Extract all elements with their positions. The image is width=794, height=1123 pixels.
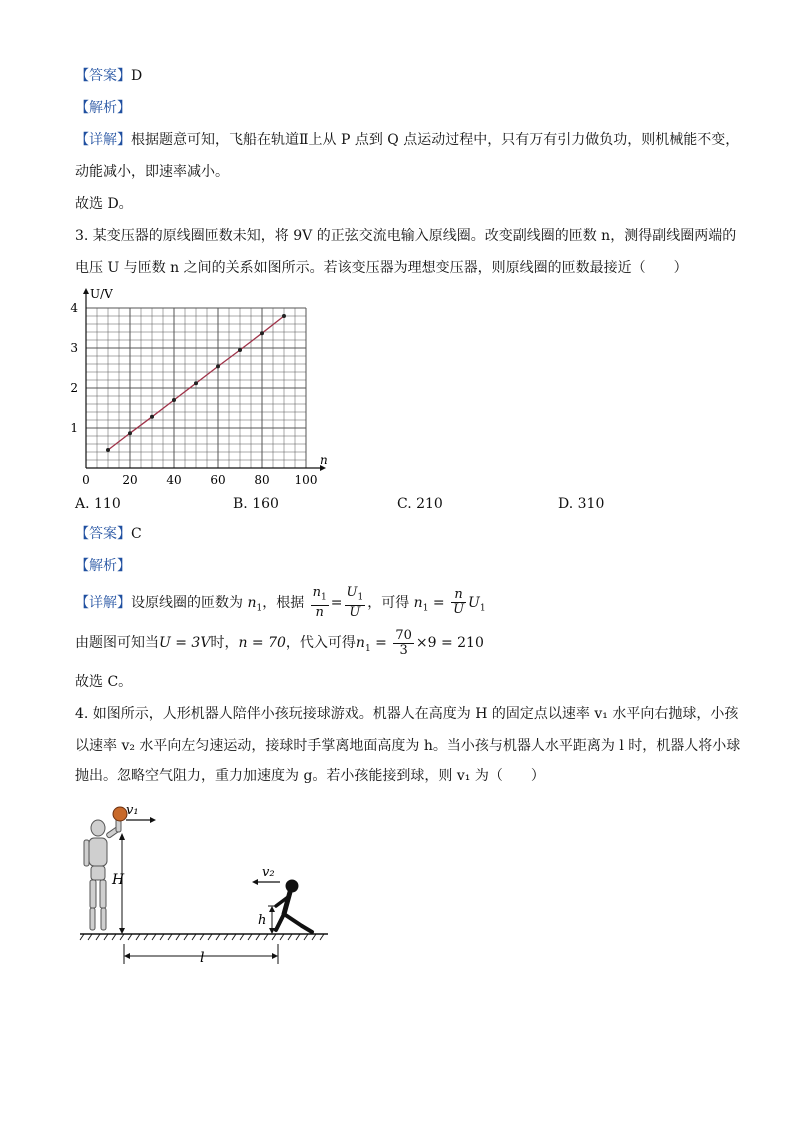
y-axis-label: U/V (90, 287, 113, 301)
q3-option-c[interactable]: C. 210 (397, 496, 443, 512)
y-tick-label: 2 (70, 381, 78, 395)
y-tick-label: 3 (70, 341, 78, 355)
x-tick-label: 20 (122, 473, 138, 484)
q3-stem-line1: 3. 某变压器的原线圈匝数未知，将 9V 的正弦交流电输入原线圈。改变副线圈的匝数 n，测得副线圈两端的 (75, 228, 737, 244)
x-tick-label: 0 (82, 473, 90, 484)
data-point (216, 364, 220, 368)
x-tick-label: 40 (166, 473, 182, 484)
q3-answer: C (131, 526, 142, 542)
ratio-fraction-right: $\frac{U_1}{U}$ (346, 585, 364, 620)
q4-stem-line2: 以速率 v₂ 水平向左匀速运动，接球时手掌离地面高度为 h。当小孩与机器人水平距离为 l 时，机器人将小球 (75, 738, 741, 754)
data-point (128, 431, 132, 435)
ratio-fraction-left: $\frac{n_1}{n}$ (312, 585, 327, 620)
v2-label: v₂ (262, 865, 275, 880)
q3-detail-line2: 由题图可知当U = 3V时，n = 70，代入可得$n_1$ = $\frac{70}{3}$ ×9 = 210 (75, 627, 484, 658)
data-point (194, 381, 198, 385)
q2-answer-line (75, 66, 142, 86)
H-label: H (112, 872, 125, 888)
result-fraction: $\frac{n}{U}$ (453, 587, 465, 618)
ground-hatching (80, 934, 324, 940)
u-n-chart (62, 284, 332, 484)
data-point (106, 448, 110, 452)
chart-ticks (70, 301, 317, 484)
data-point (282, 314, 286, 318)
q3-detail-line1: 【详解】设原线圈的匝数为 $n_1$，根据 $\frac{n_1}{n}$ = $\frac{U_1}{U}$ ，可得 $n_1$ = $\frac{n}{U}$ $U_1$ (75, 585, 486, 620)
v1-label: v₁ (126, 803, 139, 818)
q3-stem-line2: 电压 U 与匝数 n 之间的关系如图所示。若该变压器为理想变压器，则原线圈的匝数最接近（ ） (75, 260, 688, 276)
y-axis-arrow (83, 288, 89, 294)
q2-detail-line1: 【详解】根据题意可知，飞船在轨道Ⅱ上从 P 点到 Q 点运动过程中，只有万有引力做负功，则机械能不变， (75, 132, 740, 148)
q4-stem-line1: 4. 如图所示，人形机器人陪伴小孩玩接球游戏。机器人在高度为 H 的固定点以速率 v₁ 水平向右抛球，小孩 (75, 706, 739, 722)
q2-detail-line2: 动能减小，即速率减小。 (75, 164, 229, 180)
data-point (172, 398, 176, 402)
q2-analysis-label: 【解析】 (75, 100, 131, 116)
x-tick-label: 80 (254, 473, 270, 484)
q3-option-a[interactable]: A. 110 (75, 496, 121, 512)
substitution-fraction: $\frac{70}{3}$ (395, 627, 412, 658)
q3-answer-line: 【答案】C (75, 526, 142, 542)
y-tick-label: 1 (70, 421, 78, 435)
chart-axes (83, 287, 328, 471)
q3-option-d[interactable]: D. 310 (558, 496, 605, 512)
h-label: h (258, 913, 267, 928)
robot-child-figure (76, 800, 336, 970)
data-point (150, 415, 154, 419)
q3-conclusion: 故选 C。 (75, 674, 133, 690)
answer-label: 【答案】 (75, 68, 131, 84)
chart-grid (86, 308, 306, 468)
q3-analysis-label: 【解析】 (75, 558, 131, 574)
q2-conclusion: 故选 D。 (75, 196, 133, 212)
child-illustration (276, 880, 312, 932)
data-point (260, 331, 264, 335)
x-tick-label: 100 (294, 473, 318, 484)
data-point (238, 348, 242, 352)
q2-answer: D (131, 68, 143, 84)
y-tick-label: 4 (70, 301, 78, 315)
ball-icon (113, 807, 127, 821)
q3-option-b[interactable]: B. 160 (233, 496, 279, 512)
x-axis-label: n (320, 453, 328, 467)
l-label: l (200, 950, 205, 966)
x-tick-label: 60 (210, 473, 226, 484)
q4-stem-line3: 抛出。忽略空气阻力，重力加速度为 g。若小孩能接到球，则 v₁ 为（ ） (75, 768, 545, 784)
